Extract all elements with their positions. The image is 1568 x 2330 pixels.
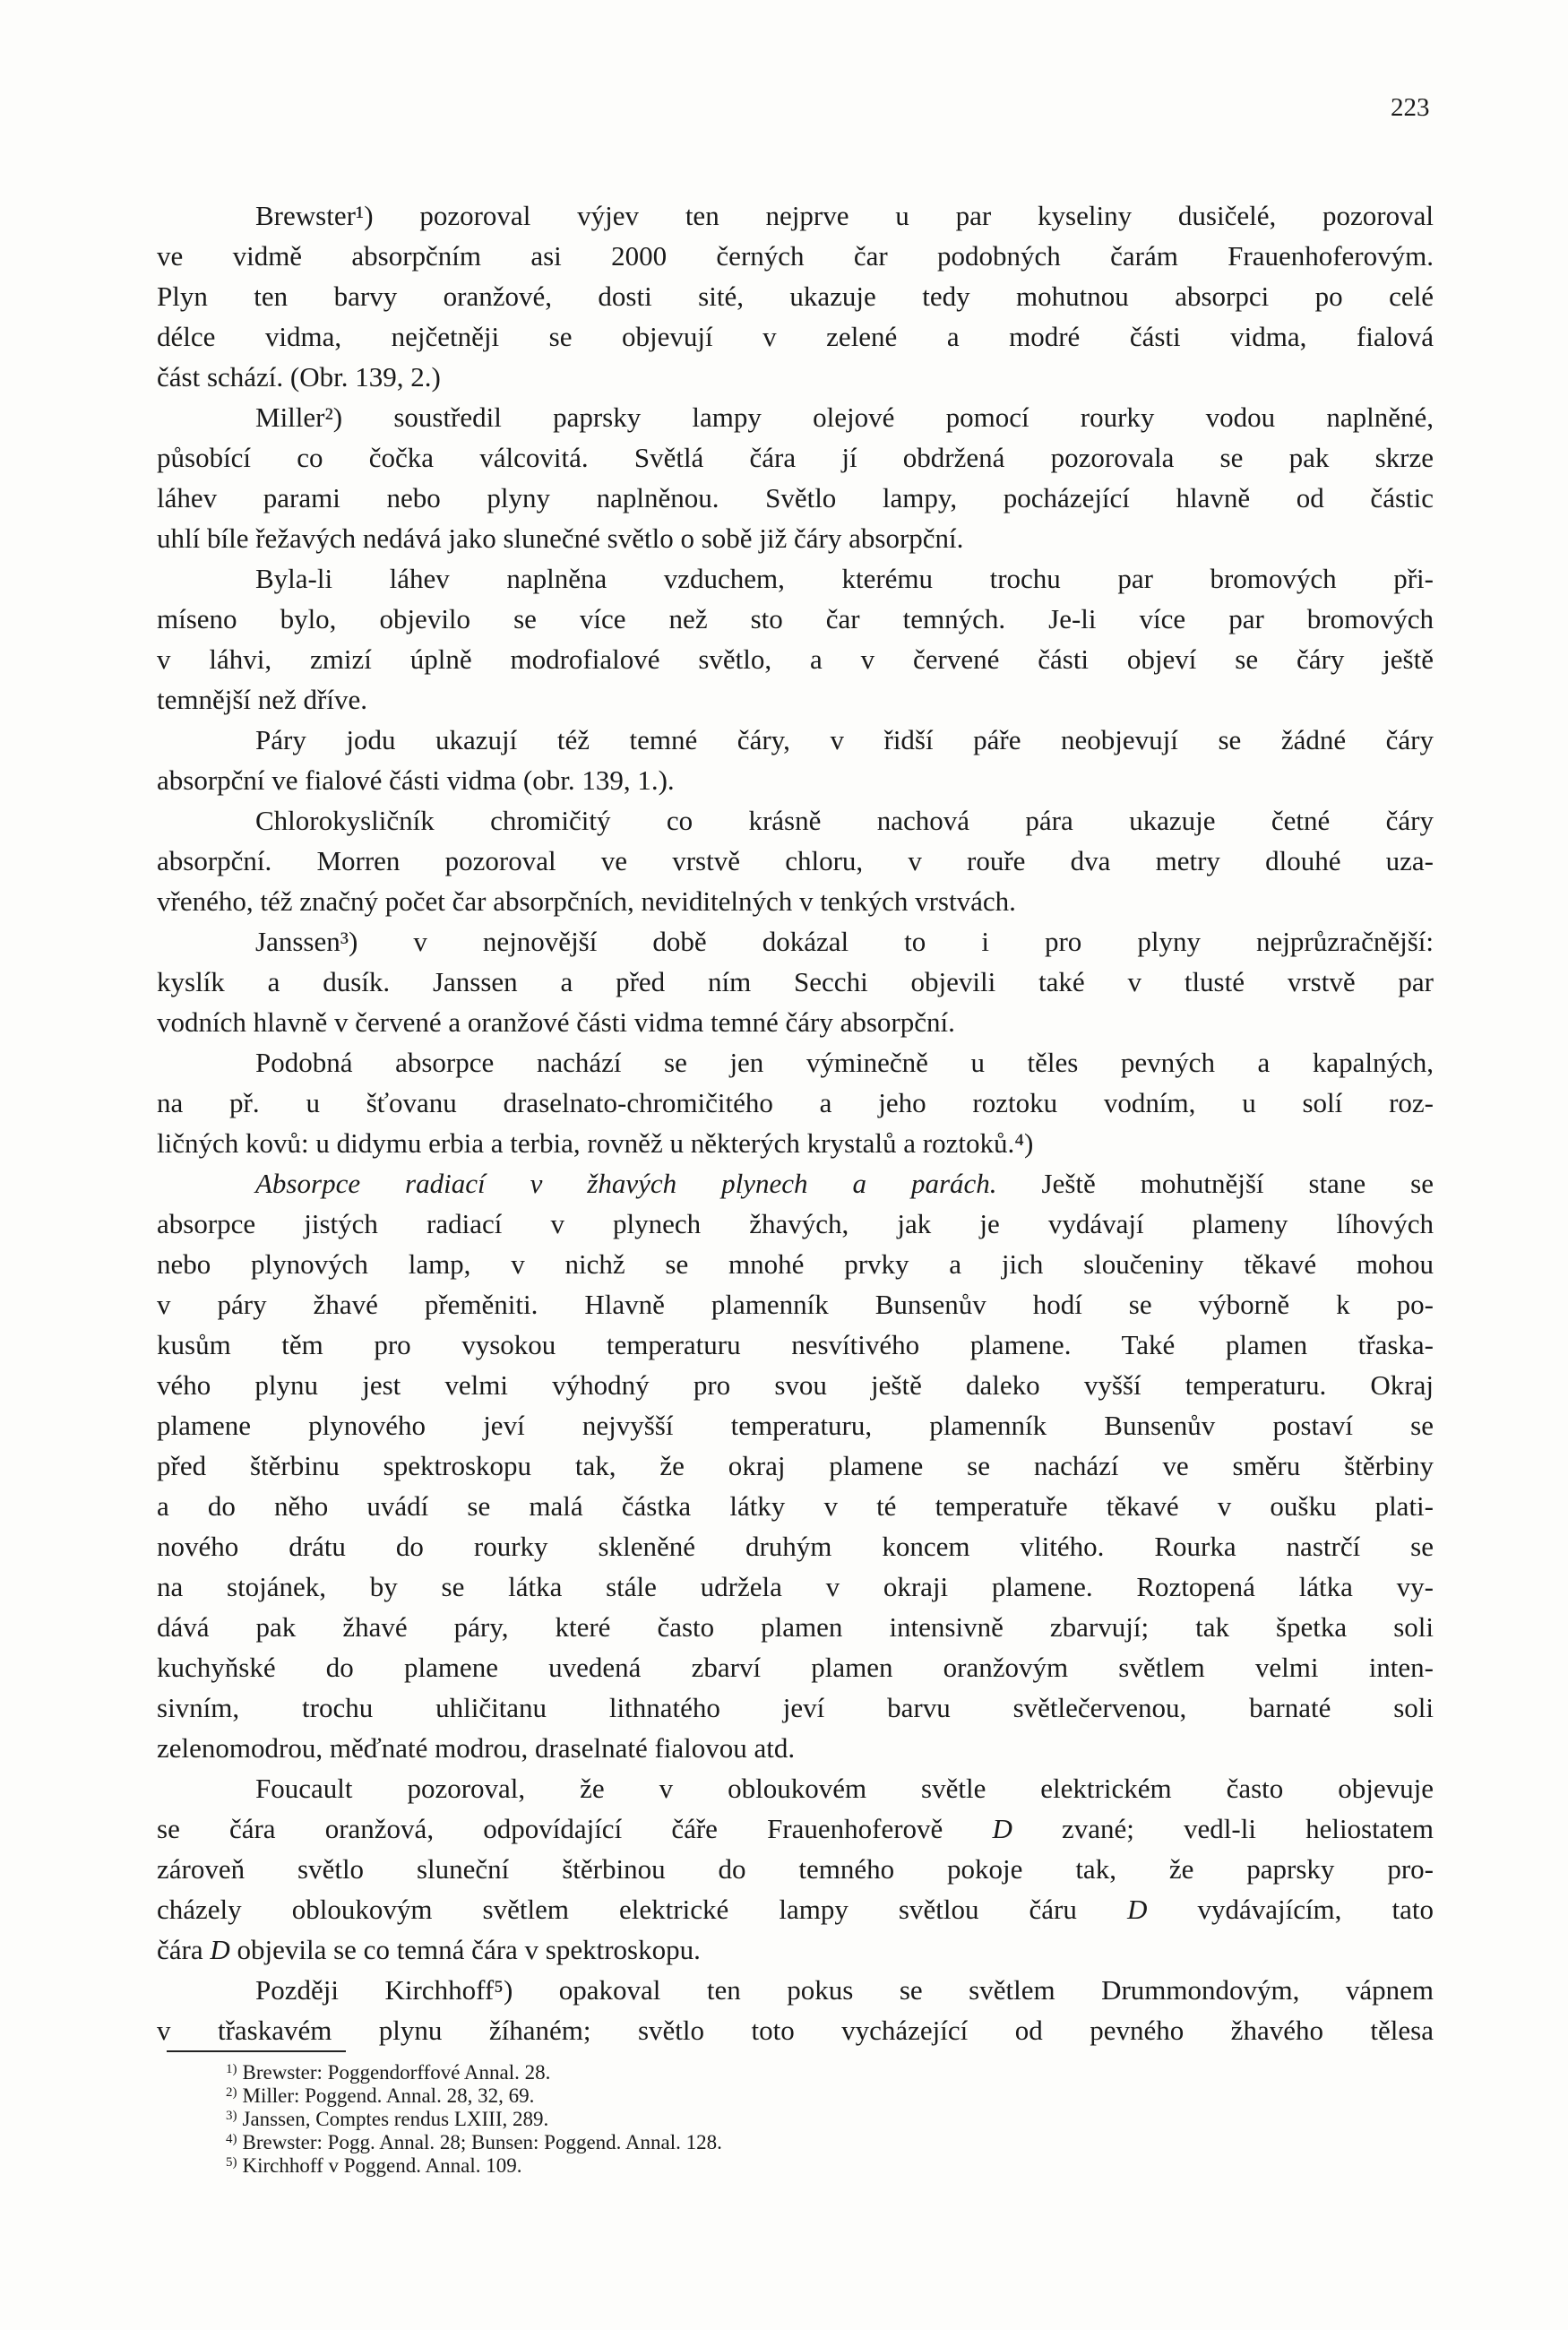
page-number: 223 [1391,93,1430,122]
italic-text: Absorpce radiací v žhavých plynech a parách. [255,1168,997,1199]
text-line [157,1808,1434,1849]
footnotes [226,2058,722,2177]
text-line: zelenomodrou, měďnaté modrou, draselnaté fialovou atd. [157,1732,796,1764]
text-line: vodních hlavně v červené a oranžové části vidma temné čáry absorpční. [157,1006,955,1038]
footnote [226,2081,722,2107]
text-line: Plyn ten barvy oranžové, dosti sité, ukazuje tedy mohutnou absorpci po celé [157,280,1434,312]
italic-text: D [1126,1894,1148,1925]
text-line: na stojánek, by se látka stále udržela v okraji plamene. Roztopená látka vy- [157,1571,1434,1602]
text-span: cházely obloukovým světlem elektrické lampy světlou čáru [157,1894,1127,1925]
footnote-mark: 3) [226,2109,237,2123]
text-line: kyslík a dusík. Janssen a před ním Secchi objevili také v tlusté vrstvě par [157,966,1434,997]
text-line: ve vidmě absorpčním asi 2000 černých čar podobných čarám Frauenhoferovým. [157,240,1434,272]
text-line: temnější než dříve. [157,684,367,715]
text-line [157,1929,1434,1970]
text-line: a do něho uvádí se malá částka látky v té temperatuře těkavé v oušku plati- [157,1490,1434,1522]
footnote-text: Brewster: Poggendorffové Annal. 28. [242,2061,551,2084]
text-line: Podobná absorpce nachází se jen výminečně u těles pevných a kapalných, [255,1047,1434,1078]
footnote-mark: 4) [226,2132,237,2146]
text-line: ličných kovů: u didymu erbia a terbia, rovněž u některých krystalů a roztoků.⁴) [157,1127,1034,1159]
text-line: před štěrbinu spektroskopu tak, že okraj plamene se nachází ve směru štěrbiny [157,1450,1434,1481]
text-line: kuchyňské do plamene uvedená zbarví plamen oranžovým světlem velmi inten- [157,1652,1434,1683]
text-line: Brewster¹) pozoroval výjev ten nejprve u par kyseliny dusičelé, pozoroval [255,200,1434,231]
text-span: čára [157,1934,211,1965]
footnote [226,2127,722,2151]
text-line: Janssen³) v nejnovější době dokázal to i pro plyny nejprůzračnější: [255,926,1434,957]
text-line: vého plynu jest velmi výhodný pro svou ještě daleko vyšší temperaturu. Okraj [157,1369,1434,1401]
text-line: v třaskavém plynu žíhaném; světlo toto vycházející od pevného žhavého tělesa [157,2015,1434,2046]
text-line: Miller²) soustředil paprsky lampy olejové pomocí rourky vodou naplněné, [255,401,1434,433]
text-line: absorpční ve fialové části vidma (obr. 139, 1.). [157,764,675,796]
text-line: kusům těm pro vysokou temperaturu nesvítivého plamene. Také plamen třaska- [157,1329,1434,1360]
text-line: v láhvi, zmizí úplně modrofialové světlo, a v červené části objeví se čáry ještě [157,643,1434,675]
footnote-mark: 5) [226,2155,237,2170]
footnote-mark: 2) [226,2085,237,2100]
text-line: míseno bylo, objevilo se více než sto čar temných. Je-li více par bromových [157,603,1434,634]
text-span: zvané; vedl-li heliostatem [1012,1813,1434,1844]
text-line: nového drátu do rourky skleněné druhým koncem vlitého. Rourka nastrčí se [157,1531,1434,1562]
footnote [226,2151,722,2177]
text-line: vřeného, též značný počet čar absorpčních, neviditelných v tenkých vrstvách. [157,885,1016,917]
footnote-text: Miller: Poggend. Annal. 28, 32, 69. [242,2084,535,2107]
text-line: dává pak žhavé páry, které často plamen intensivně zbarvují; tak špetka soli [157,1611,1434,1643]
body-text [157,195,1434,2050]
text-line: Byla-li láhev naplněna vzduchem, kterému trochu par bromových při- [255,563,1434,594]
footnote-text: Janssen, Comptes rendus LXIII, 289. [242,2108,549,2130]
text-line: Foucault pozoroval, že v obloukovém světle elektrickém často objevuje [255,1773,1434,1804]
text-line: působící co čočka válcovitá. Světlá čára jí obdržená pozorovala se pak skrze [157,442,1434,473]
text-line: část schází. (Obr. 139, 2.) [157,361,441,393]
footnote-separator [167,2050,346,2052]
text-line: plamene plynového jeví nejvyšší temperaturu, plamenník Bunsenův postaví se [157,1410,1434,1441]
text-span: objevila se co temná čára v spektroskopu. [229,1934,701,1965]
text-line: nebo plynových lamp, v nichž se mnohé prvky a jich sloučeniny těkavé mohou [157,1248,1434,1280]
text-line: délce vidma, nejčetněji se objevují v zelené a modré části vidma, fialová [157,321,1434,352]
text-line: absorpce jistých radiací v plynech žhavých, jak je vydávají plameny líhových [157,1208,1434,1239]
text-line [157,1889,1434,1929]
text-span: se čára oranžová, odpovídající čáře Frauenhoferově [157,1813,993,1844]
text-line: v páry žhavé přeměniti. Hlavně plamenník Bunsenův hodí se výborně k po- [157,1289,1434,1320]
text-line: Páry jodu ukazují též temné čáry, v řidší páře neobjevují se žádné čáry [255,724,1434,755]
text-line: láhev parami nebo plyny naplněnou. Světlo lampy, pocházející hlavně od částic [157,482,1434,513]
footnote [226,2104,722,2130]
footnote [226,2058,722,2084]
text-line: zároveň světlo sluneční štěrbinou do temného pokoje tak, že paprsky pro- [157,1853,1434,1885]
italic-text: D [210,1934,230,1965]
text-span: Ještě mohutnější stane se [996,1168,1434,1199]
text-line: na př. u šťovanu draselnato-chromičitého a jeho roztoku vodním, u solí roz- [157,1087,1434,1118]
text-line: sivním, trochu uhličitanu lithnatého jeví barvu světlečervenou, barnaté soli [157,1692,1434,1723]
text-span: vydávajícím, tato [1147,1894,1434,1925]
text-line [157,1163,1434,1204]
text-line: Později Kirchhoff⁵) opakoval ten pokus se světlem Drummondovým, vápnem [255,1974,1434,2006]
text-line: Chlorokysličník chromičitý co krásně nachová pára ukazuje četné čáry [255,805,1434,836]
text-line: absorpční. Morren pozoroval ve vrstvě chloru, v rouře dva metry dlouhé uza- [157,845,1434,876]
text-line: uhlí bíle řežavých nedává jako slunečné světlo o sobě již čáry absorpční. [157,522,964,554]
footnote-text: Kirchhoff v Poggend. Annal. 109. [242,2154,522,2177]
footnote-text: Brewster: Pogg. Annal. 28; Bunsen: Poggend. Annal. 128. [242,2131,722,2153]
footnote-mark: 1) [226,2062,237,2076]
italic-text: D [992,1813,1012,1844]
